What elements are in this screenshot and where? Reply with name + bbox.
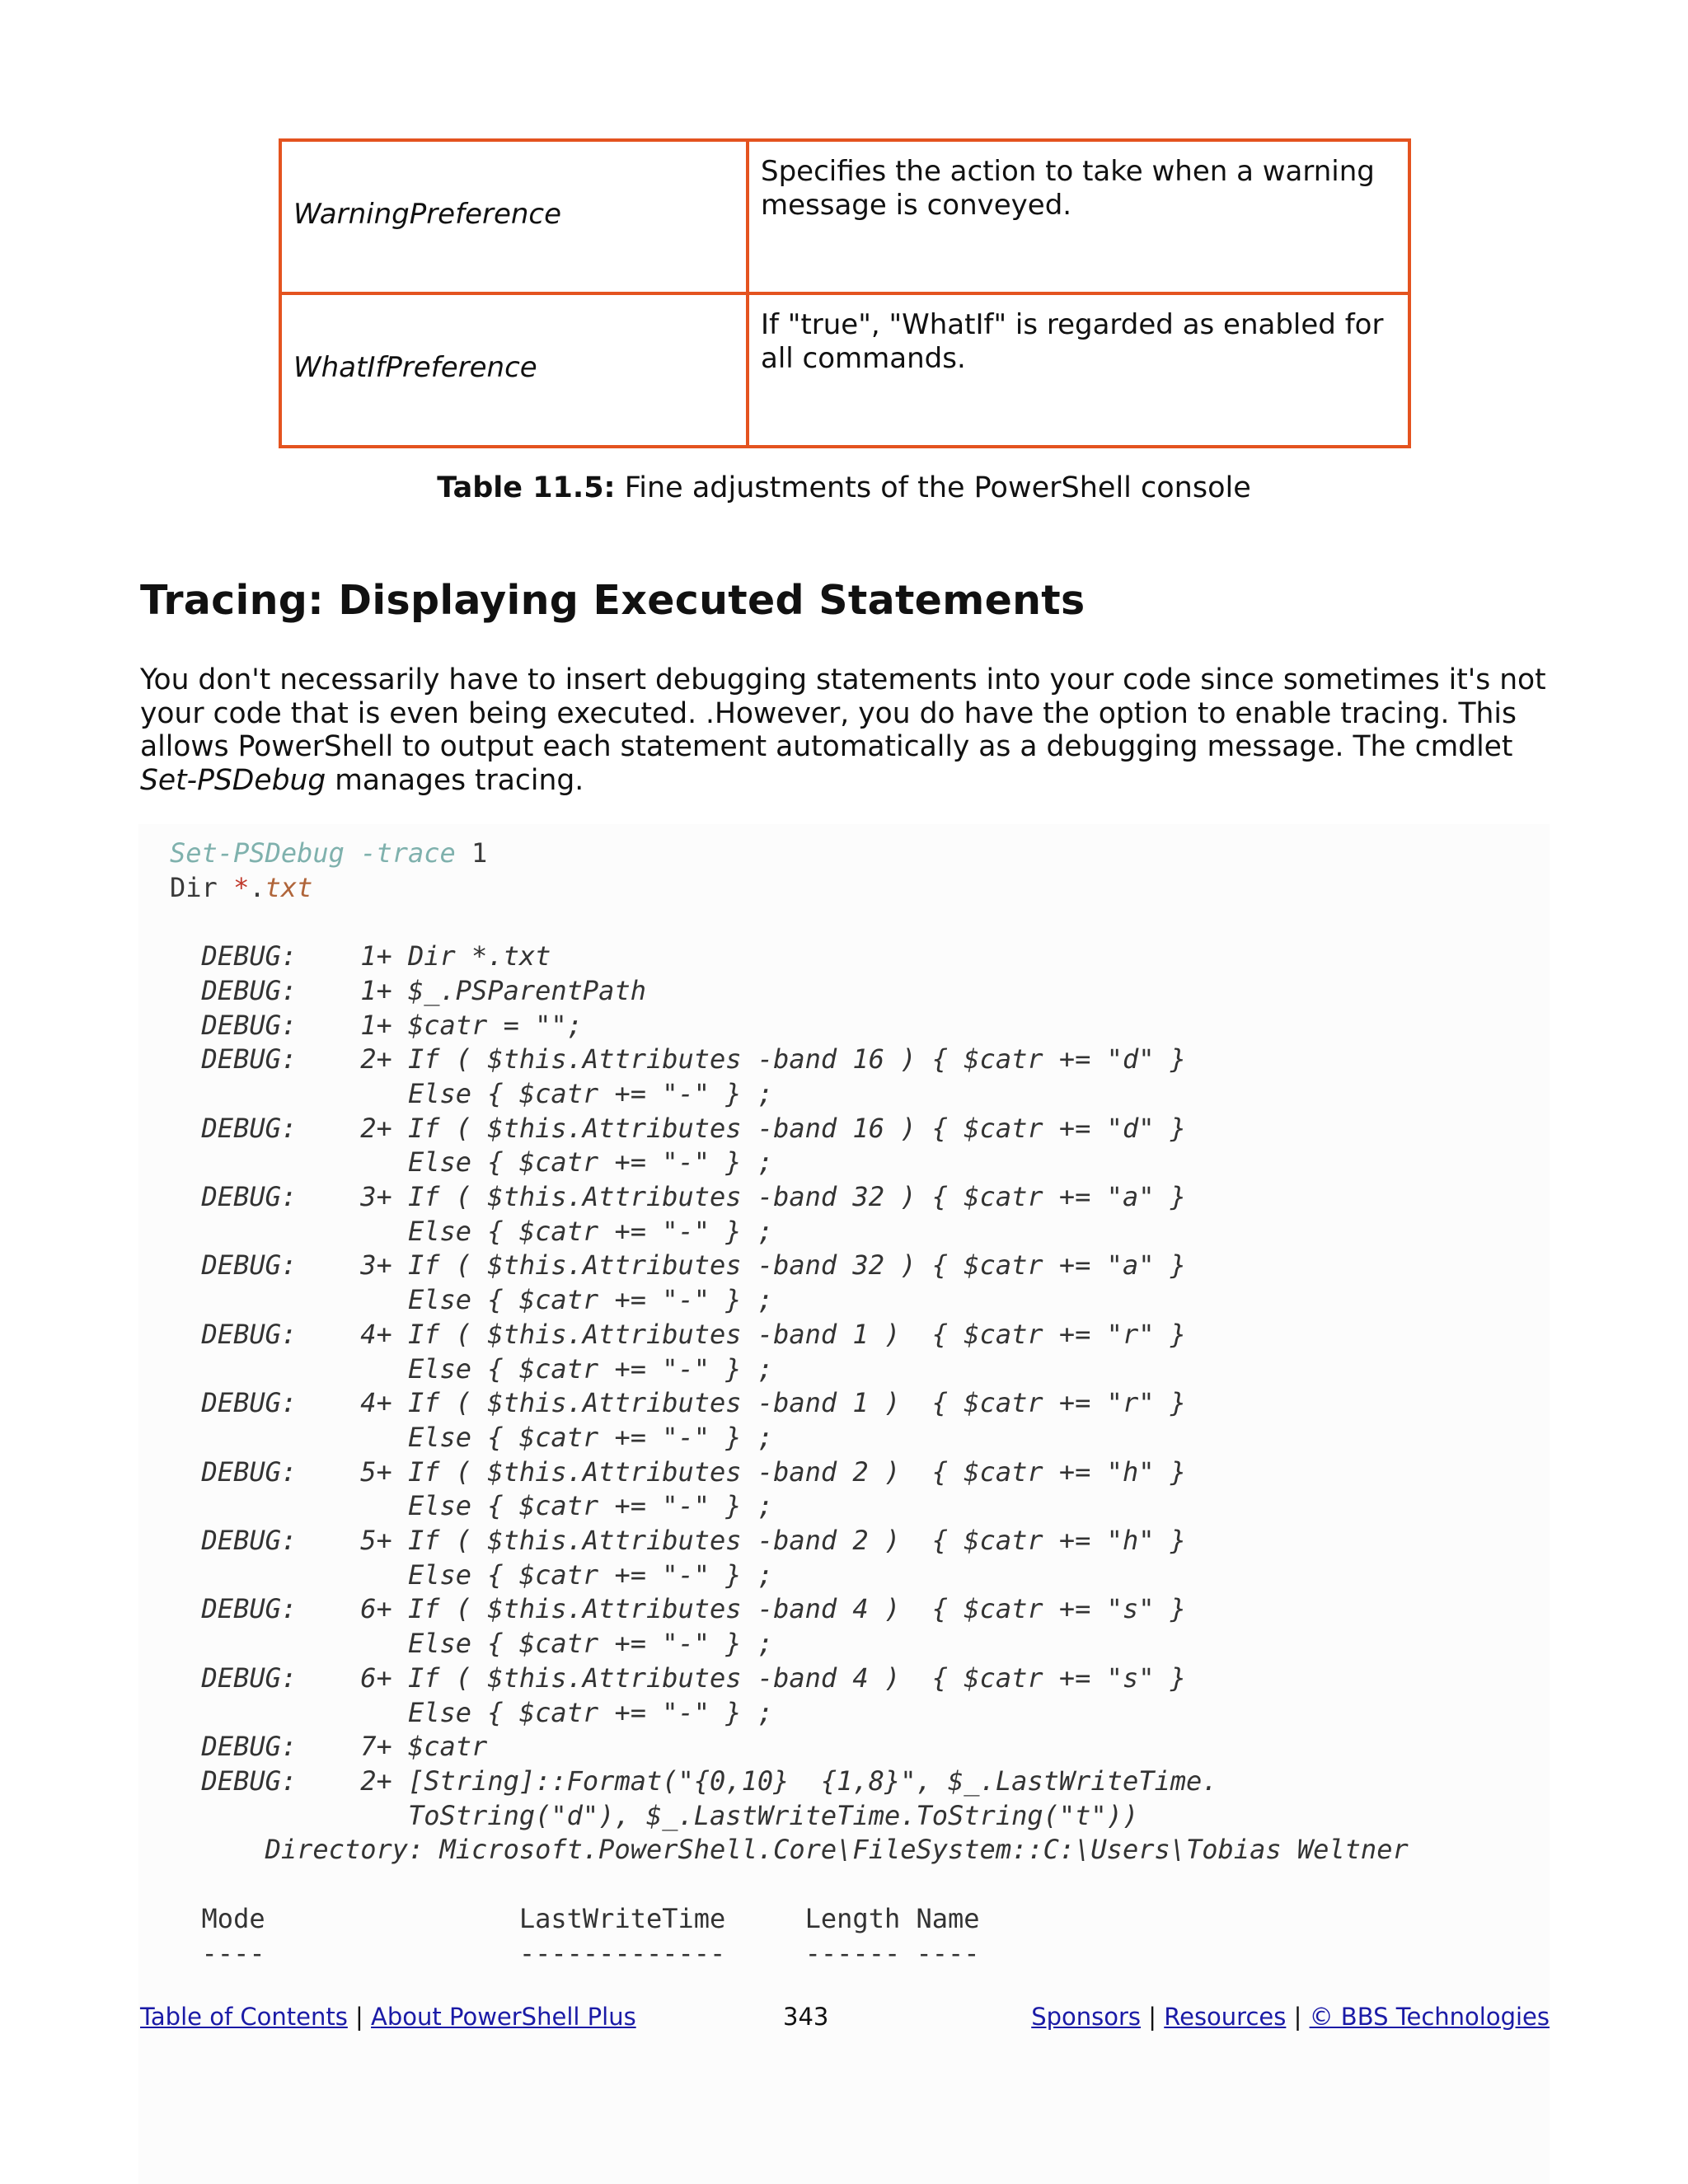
page-number: 343 (783, 2003, 829, 2031)
debug-line: Else { $catr += "-" } ; (201, 1215, 774, 1247)
debug-line: DEBUG: 5+ If ( $this.Attributes -band 2 ) { $catr += "h" } (201, 1525, 1186, 1557)
debug-line: Else { $catr += "-" } ; (201, 1146, 774, 1179)
intro-paragraph (140, 663, 1558, 797)
debug-line: ToString("d"), $_.LastWriteTime.ToString("t")) (201, 1799, 1139, 1831)
description-line: Specifies the action to take when a warning (761, 155, 1375, 188)
page-footer (140, 2003, 1550, 2039)
preference-name: WarningPreference (280, 140, 748, 293)
debug-line: DEBUG: 1+ $_.PSParentPath (201, 974, 646, 1006)
preferences-table (279, 138, 1411, 448)
code-value: 1 (455, 837, 488, 869)
output-header-line: Mode LastWriteTime Length Name (201, 1902, 980, 1934)
description-line: If "true", "WhatIf" is regarded as enabled for (761, 308, 1384, 341)
sponsors-link[interactable]: Sponsors (1031, 2003, 1142, 2031)
cmdlet-name: Set-PSDebug (140, 763, 326, 797)
code-wildcard: * (233, 871, 250, 903)
about-powershell-plus-link[interactable]: About PowerShell Plus (371, 2003, 636, 2031)
debug-line: Else { $catr += "-" } ; (201, 1284, 774, 1316)
debug-output (170, 940, 1409, 1865)
debug-line: Directory: Microsoft.PowerShell.Core\FileSystem::C:\Users\Tobias Weltner (201, 1834, 1409, 1866)
debug-line: DEBUG: 2+ [String]::Format("{0,10} {1,8}", $_.LastWriteTime. (201, 1765, 1218, 1797)
preference-description (748, 140, 1409, 293)
debug-line: DEBUG: 6+ If ( $this.Attributes -band 4 ) { $catr += "s" } (201, 1661, 1186, 1694)
caption-label: Table 11.5: (437, 471, 616, 504)
code-dot: . (249, 871, 265, 903)
debug-line: Else { $catr += "-" } ; (201, 1696, 774, 1728)
footer-left-links (140, 2003, 636, 2031)
caption-text: Fine adjustments of the PowerShell console (624, 471, 1251, 504)
debug-line: DEBUG: 2+ If ( $this.Attributes -band 16 ) { $catr += "d" } (201, 1043, 1186, 1076)
debug-line: DEBUG: 7+ $catr (201, 1731, 488, 1763)
footer-separator: | (1148, 2003, 1157, 2031)
debug-line: DEBUG: 4+ If ( $this.Attributes -band 1 ) { $catr += "r" } (201, 1387, 1186, 1419)
description-line: message is conveyed. (761, 189, 1072, 222)
code-cmdlet: Set-PSDebug (170, 837, 345, 869)
paragraph-text: You don't necessarily have to insert debugging statements into your code since sometimes it's not your code that is even being executed. .However, you do have the option to enable tracing. This allows PowerShell to output each statement automatically as a debugging message. The cmdlet (140, 663, 1546, 763)
debug-line: DEBUG: 6+ If ( $this.Attributes -band 4 ) { $catr += "s" } (201, 1593, 1186, 1625)
code-extension: txt (265, 871, 313, 903)
debug-line: Else { $catr += "-" } ; (201, 1558, 774, 1591)
debug-line: DEBUG: 2+ If ( $this.Attributes -band 16 ) { $catr += "d" } (201, 1112, 1186, 1144)
debug-line: Else { $catr += "-" } ; (201, 1352, 774, 1385)
bbs-technologies-link[interactable]: © BBS Technologies (1309, 2003, 1550, 2031)
code-parameter: -trace (344, 837, 456, 869)
footer-separator: | (1293, 2003, 1302, 2031)
section-heading: Tracing: Displaying Executed Statements (140, 577, 1085, 624)
output-dash-line: ---- ------------- ------ ---- (201, 1937, 980, 1969)
footer-right-links (1031, 2003, 1550, 2031)
resources-link[interactable]: Resources (1164, 2003, 1287, 2031)
debug-line: Else { $catr += "-" } ; (201, 1490, 774, 1522)
debug-line: DEBUG: 1+ $catr = ""; (201, 1009, 583, 1041)
description-line: all commands. (761, 342, 966, 375)
debug-line: Else { $catr += "-" } ; (201, 1421, 774, 1453)
preference-description (748, 293, 1409, 447)
table-row (280, 293, 1409, 447)
table-of-contents-link[interactable]: Table of Contents (140, 2003, 348, 2031)
paragraph-text: manages tracing. (326, 763, 584, 797)
debug-line: DEBUG: 3+ If ( $this.Attributes -band 32 ) { $catr += "a" } (201, 1249, 1186, 1282)
table-caption (0, 471, 1688, 504)
debug-line: Else { $catr += "-" } ; (201, 1628, 774, 1660)
code-command: Dir (170, 871, 234, 903)
preference-name: WhatIfPreference (280, 293, 748, 447)
footer-separator: | (355, 2003, 363, 2031)
debug-line: DEBUG: 4+ If ( $this.Attributes -band 1 ) { $catr += "r" } (201, 1318, 1186, 1350)
code-block (170, 837, 1409, 1971)
debug-line: Else { $catr += "-" } ; (201, 1077, 774, 1109)
debug-line: DEBUG: 5+ If ( $this.Attributes -band 2 ) { $catr += "h" } (201, 1455, 1186, 1488)
debug-line: DEBUG: 1+ Dir *.txt (201, 940, 551, 972)
table-row (280, 140, 1409, 293)
debug-line: DEBUG: 3+ If ( $this.Attributes -band 32 ) { $catr += "a" } (201, 1181, 1186, 1213)
